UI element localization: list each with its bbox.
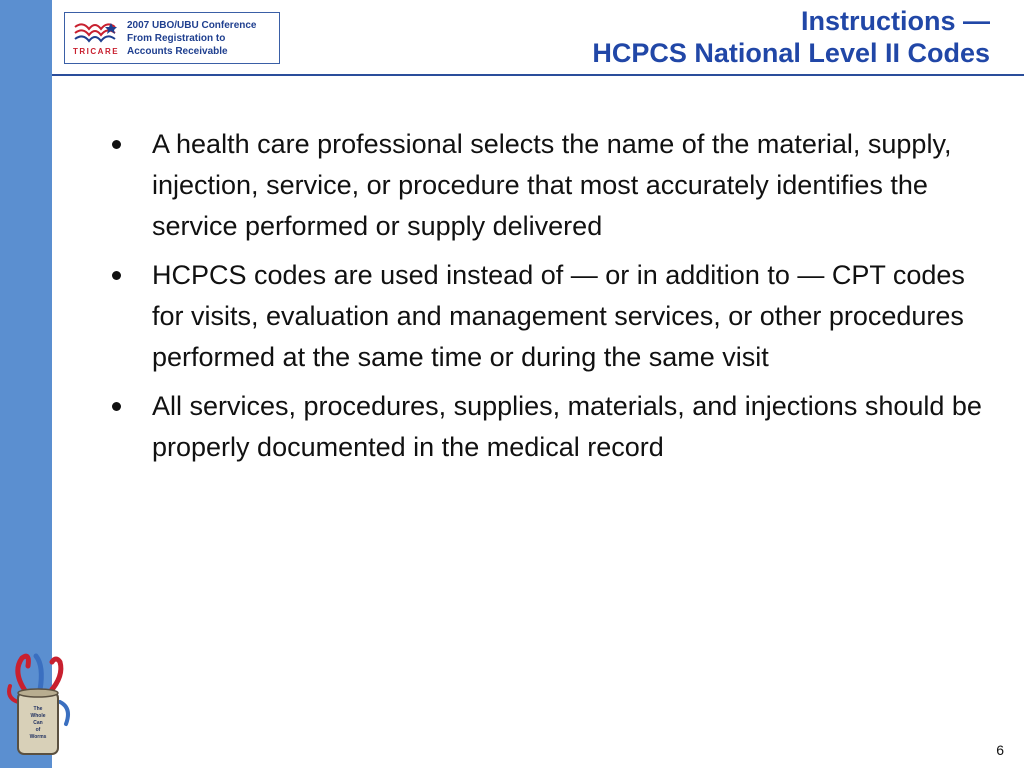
bullet-item-2	[112, 255, 982, 378]
bullet-dot-icon	[112, 140, 121, 149]
mascot-label-4: of	[35, 727, 41, 733]
mascot-label-3: Can	[33, 720, 43, 726]
logo-line-1: 2007 UBO/UBU Conference	[127, 20, 257, 31]
mascot-label-2: Whole	[30, 713, 46, 719]
logo-caption	[127, 19, 277, 58]
bullet-dot-icon	[112, 271, 121, 280]
logo-line-2: From Registration to	[127, 33, 226, 44]
bullet-text-2: HCPCS codes are used instead of — or in addition to — CPT codes for visits, evaluation and management services, or other procedures performed at the same time or during the same visit	[152, 260, 965, 372]
logo-brand-text: TRICARE	[73, 47, 120, 56]
header-divider	[52, 74, 1024, 76]
bullet-text-3: All services, procedures, supplies, materials, and injections should be properly documented in the medical record	[152, 391, 982, 462]
bullet-list	[112, 124, 982, 476]
bullet-item-1	[112, 124, 982, 247]
bullet-text-1: A health care professional selects the name of the material, supply, injection, service, or procedure that most accurately identifies the service performed or supply delivered	[152, 129, 952, 241]
slide-title	[592, 5, 990, 69]
worms-can-mascot-icon	[4, 652, 74, 760]
mascot-label-5: Worms	[29, 734, 47, 740]
logo-line-3: Accounts Receivable	[127, 46, 228, 57]
bullet-dot-icon	[112, 402, 121, 411]
slide-title-line-1: Instructions —	[800, 6, 990, 36]
tricare-logo-icon	[71, 19, 123, 57]
page-number: 6	[996, 742, 1004, 758]
slide-title-line-2: HCPCS National Level II Codes	[592, 38, 990, 68]
conference-logo	[64, 12, 280, 64]
mascot-label-1: The	[33, 706, 43, 712]
bullet-item-3	[112, 386, 982, 468]
